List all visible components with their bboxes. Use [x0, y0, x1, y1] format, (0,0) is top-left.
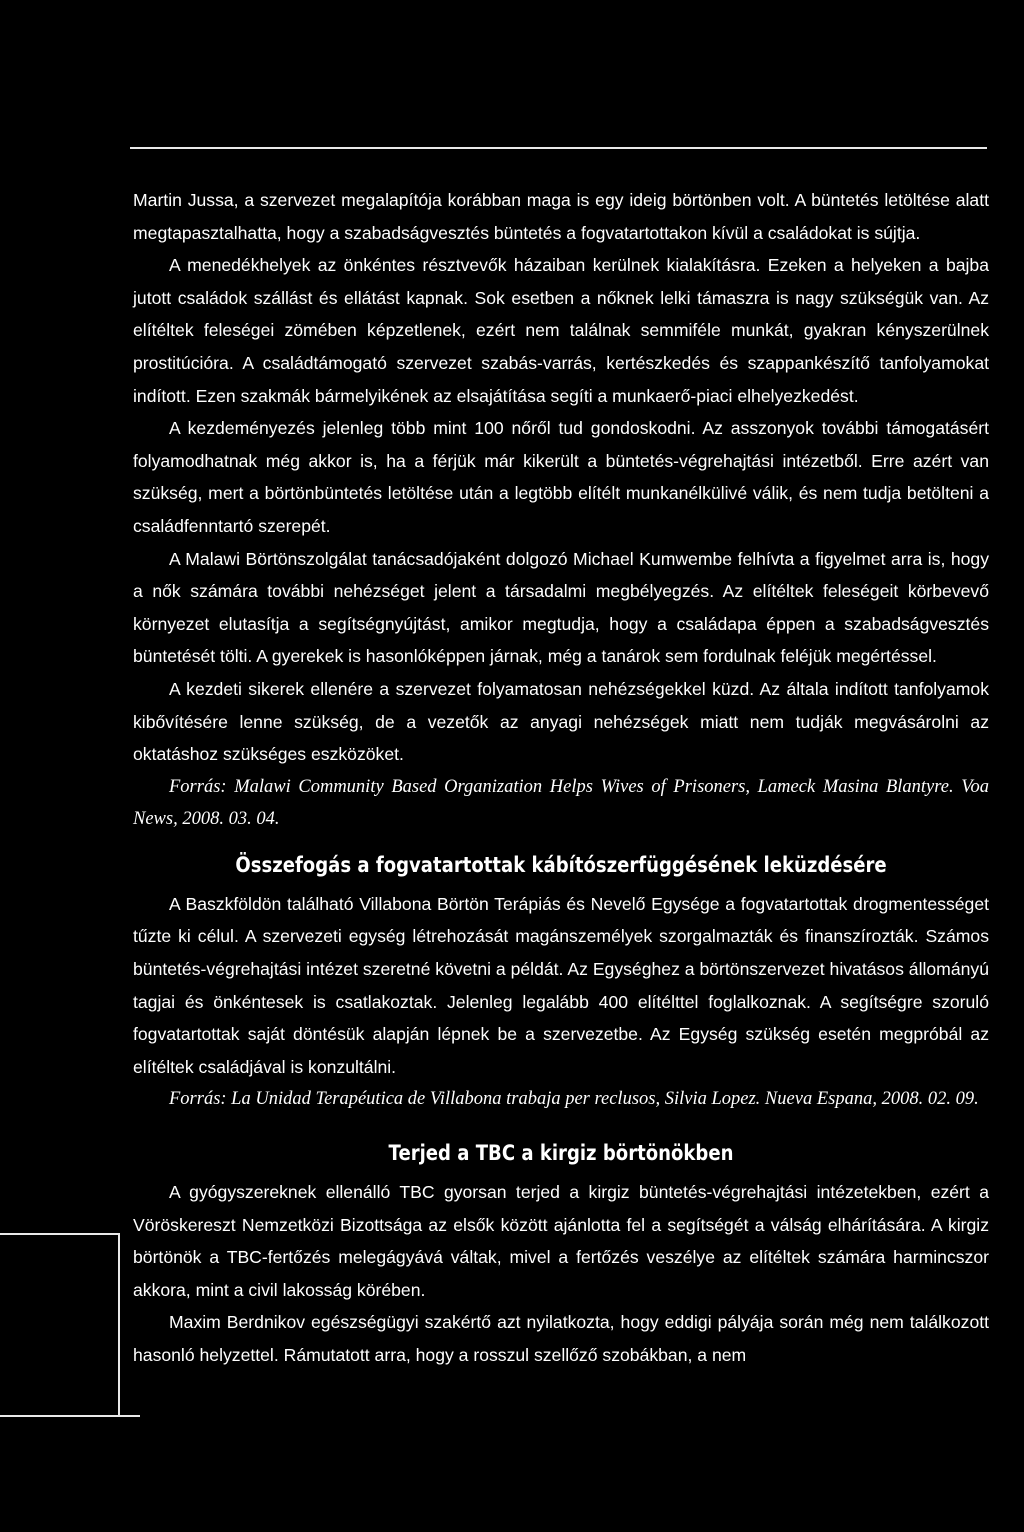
- margin-box: [0, 1233, 120, 1417]
- article1-paragraph: A menedékhelyek az önkéntes résztvevők házaiban kerülnek kialakításra. Ezeken a helyeken a bajba jutott családok szállást és ellátást kapnak. Sok esetben a nőknek lelki támaszra is nagy szükségük van. Az elítéltek feleségei zömében képzetlenek, ezért nem találnak semmiféle munkát, gyakran kényszerülnek prostitúcióra. A családtámogató szervezet szabás-varrás, kertészkedés és szappankészítő tanfolyamokat indított. Ezen szakmák bármelyikének az elsajátítása segíti a munkaerő-piaci elhelyezkedést.: [133, 255, 989, 406]
- article3-paragraph: A gyógyszereknek ellenálló TBC gyorsan terjed a kirgiz büntetés-végrehajtási intézetekben, ezért a Vöröskereszt Nemzetközi Bizottsága az elsők között ajánlotta fel a segítségét a válság elhárítására. A kirgiz börtönök a TBC-fertőzés melegágyává váltak, mivel a fertőzés veszélye az elítéltek számára harmincszor akkora, mint a civil lakosság körében.: [133, 1182, 989, 1300]
- article3-paragraph: Maxim Berdnikov egészségügyi szakértő azt nyilatkozta, hogy eddigi pályája során még nem találkozott hasonló helyzettel. Rámutatott arra, hogy a rosszul szellőző szobákban, a nem: [133, 1312, 989, 1365]
- article1-paragraph: Martin Jussa, a szervezet megalapítója korábban maga is egy ideig börtönben volt. A büntetés letöltése alatt megtapasztalhatta, hogy a szabadságvesztés büntetés a fogvatartottakon kívül a családokat is sújtja.: [133, 190, 989, 243]
- article2-source: Forrás: La Unidad Terapéutica de Villabona trabaja per reclusos, Silvia Lopez. Nueva Espana, 2008. 02. 09.: [169, 1089, 979, 1110]
- article3-title: Terjed a TBC a kirgiz börtönökben: [388, 1141, 734, 1166]
- header-rule: [130, 147, 987, 149]
- article2-paragraph: A Baszkföldön található Villabona Börtön Terápiás és Nevelő Egysége a fogvatartottak drogmentességet tűzte ki célul. A szervezeti egység létrehozását magánszemélyek szorgalmazták és finanszírozták. Számos büntetés-végrehajtási intézet szeretné követni a példát. Az Egységhez a börtönszervezet hivatásos állományú tagjai és önkéntesek is csatlakoztak. Jelenleg legalább 400 elítélttel foglalkoznak. A segítségre szoruló fogvatartottak saját döntésük alapján lépnek be a szervezetbe. Az Egység szükség esetén megpróbál az elítéltek családjával is konzultálni.: [133, 893, 989, 1077]
- article1-paragraph: A kezdeti sikerek ellenére a szervezet folyamatosan nehézségekkel küzd. Az általa indított tanfolyamok kibővítésére lenne szükség, de a vezetők az anyagi nehézségek miatt nem tudják megvásárolni az oktatáshoz szükséges eszközöket.: [133, 678, 989, 765]
- article1-paragraph: A Malawi Börtönszolgálat tanácsadójaként dolgozó Michael Kumwembe felhívta a figyelmet arra is, hogy a nők számára további nehézséget jelent a társadalmi megbélyegzés. Az elítéltek feleségeit körbevevő környezet elutasítja a segítségnyújtást, amikor megtudja, hogy a családapa éppen a szabadságvesztés büntetését tölti. A gyerekek is hasonlóképpen járnak, még a tanárok sem fordulnak feléjük megértéssel.: [133, 548, 989, 667]
- article2-title: Összefogás a fogvatartottak kábítószerfüggésének leküzdésére: [235, 852, 887, 877]
- margin-box-line: [120, 1415, 140, 1417]
- article1-source: Forrás: Malawi Community Based Organization Helps Wives of Prisoners, Lameck Masina Blantyre. Voa News, 2008. 03. 04.: [133, 776, 989, 830]
- article-column: [133, 184, 989, 1372]
- article1-paragraph: A kezdeményezés jelenleg több mint 100 nőről tud gondoskodni. Az asszonyok további támogatásért folyamodhatnak még akkor is, ha a férjük már kikerült a büntetés-végrehajtási intézetből. Erre azért van szükség, mert a börtönbüntetés letöltése után a legtöbb elítélt munkanélkülivé válik, és nem tudja betölteni a családfenntartó szerepét.: [133, 418, 989, 536]
